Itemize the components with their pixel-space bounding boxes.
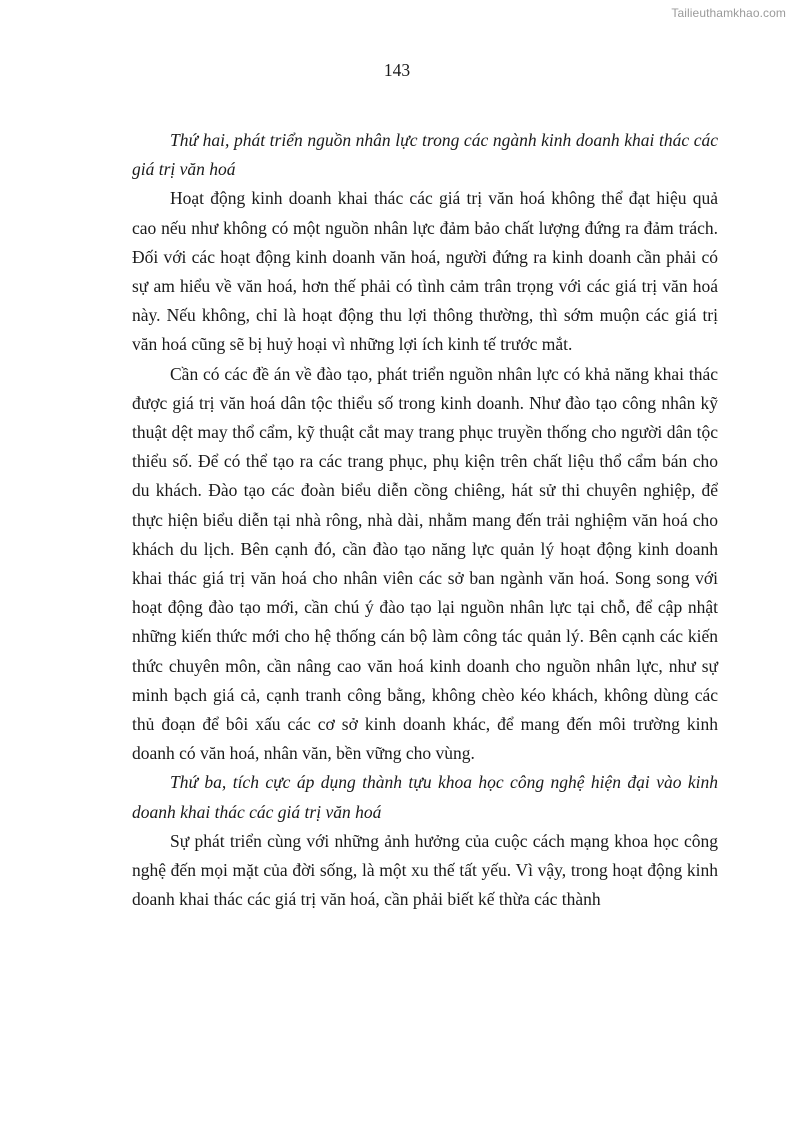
page-number: 143 xyxy=(383,60,411,80)
body-paragraph: Cần có các đề án về đào tạo, phát triển nguồn nhân lực có khả năng khai thác được giá trị văn hoá dân tộc thiểu số trong kinh doanh. Như đào tạo công nhân kỹ thuật dệt may thổ cẩm, kỹ thuật cắt may trang phục truyền thống cho người dân tộc thiểu số. Để có thể tạo ra các trang phục, phụ kiện trên chất liệu thổ cẩm bán cho du khách. Đào tạo các đoàn biểu diễn cồng chiêng, hát sử thi chuyên nghiệp, để thực hiện biểu diễn tại nhà rông, nhà dài, nhằm mang đến trải nghiệm văn hoá cho khách du lịch. Bên cạnh đó, cần đào tạo năng lực quản lý hoạt động kinh doanh khai thác giá trị văn hoá cho nhân viên các sở ban ngành văn hoá. Song song với hoạt động đào tạo mới, cần chú ý đào tạo lại nguồn nhân lực tại chỗ, để cập nhật những kiến thức mới cho hệ thống cán bộ làm công tác quản lý. Bên cạnh các kiến thức chuyên môn, cần nâng cao văn hoá kinh doanh cho nguồn nhân lực, như sự minh bạch giá cả, cạnh tranh công bằng, không chèo kéo khách, không dùng các thủ đoạn để bôi xấu các cơ sở kinh doanh khác, để mang đến môi trường kinh doanh có văn hoá, nhân văn, bền vững cho vùng. xyxy=(132,363,718,764)
body-paragraph: Sự phát triển cùng với những ảnh hưởng của cuộc cách mạng khoa học công nghệ đến mọi mặt của đời sống, là một xu thế tất yếu. Vì vậy, trong hoạt động kinh doanh khai thác các giá trị văn hoá, cần phải biết kế thừa các thành xyxy=(132,830,718,910)
watermark: Tailieuthamkhao.com xyxy=(671,6,786,20)
document-body xyxy=(132,126,718,914)
body-paragraph: Hoạt động kinh doanh khai thác các giá trị văn hoá không thể đạt hiệu quả cao nếu như không có một nguồn nhân lực đảm bảo chất lượng đứng ra đảm trách. Đối với các hoạt động kinh doanh văn hoá, người đứng ra kinh doanh cần phải có sự am hiểu về văn hoá, hơn thế phải có tình cảm trân trọng với các giá trị văn hoá này. Nếu không, chỉ là hoạt động thu lợi thông thường, thì sớm muộn các giá trị văn hoá cũng sẽ bị huỷ hoại vì những lợi ích kinh tế trước mắt. xyxy=(132,188,718,355)
section-heading-third: Thứ ba, tích cực áp dụng thành tựu khoa học công nghệ hiện đại vào kinh doanh khai thác các giá trị văn hoá xyxy=(132,772,718,822)
section-heading-second: Thứ hai, phát triển nguồn nhân lực trong các ngành kinh doanh khai thác các giá trị văn hoá xyxy=(132,130,718,180)
